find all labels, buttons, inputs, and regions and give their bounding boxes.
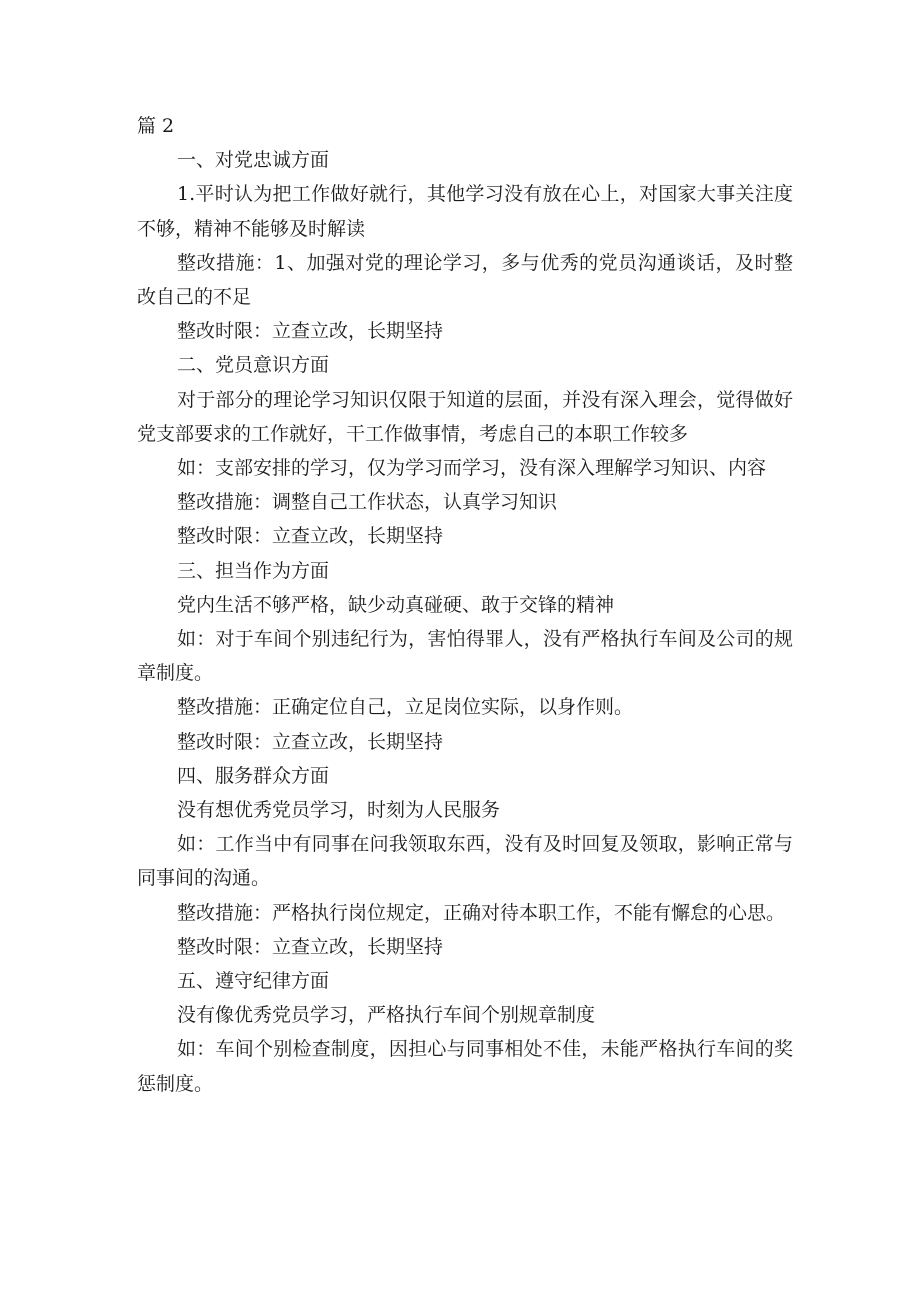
paragraph: 整改时限：立查立改，长期坚持: [177, 320, 444, 343]
section-heading: 一、对党忠诚方面: [177, 149, 330, 172]
paragraph: 如：支部安排的学习，仅为学习而学习，没有深入理解学习知识、内容: [177, 457, 767, 480]
document-body: [137, 109, 793, 1101]
paragraph: 整改措施：1、加强对党的理论学习，多与优秀的党员沟通谈话，及时整改自己的不足: [137, 251, 793, 309]
section-heading: 三、担当作为方面: [177, 559, 330, 582]
paragraph: 整改时限：立查立改，长期坚持: [177, 730, 444, 753]
paragraph: 整改时限：立查立改，长期坚持: [177, 935, 444, 958]
paragraph: 整改措施：严格执行岗位规定，正确对待本职工作，不能有懈怠的心思。: [177, 901, 786, 924]
paragraph: 如：对于车间个别违纪行为，害怕得罪人，没有严格执行车间及公司的规章制度。: [137, 628, 793, 685]
paragraph: 党内生活不够严格，缺少动真碰硬、敢于交锋的精神: [177, 593, 615, 616]
section-heading: 五、遵守纪律方面: [177, 970, 330, 993]
paragraph: 1.平时认为把工作做好就行，其他学习没有放在心上，对国家大事关注度不够，精神不能够及时解读: [137, 183, 793, 240]
section-heading: 四、服务群众方面: [177, 764, 330, 787]
paragraph: 如：工作当中有同事在问我领取东西，没有及时回复及领取，影响正常与同事间的沟通。: [137, 833, 793, 890]
paragraph: 没有像优秀党员学习，严格执行车间个别规章制度: [177, 1004, 596, 1027]
section-heading: 二、党员意识方面: [177, 354, 330, 377]
document-title: 篇 2: [137, 115, 175, 137]
paragraph: 整改时限：立查立改，长期坚持: [177, 525, 444, 548]
paragraph: 整改措施：调整自己工作状态，认真学习知识: [177, 491, 558, 514]
paragraph: 整改措施：正确定位自己，立足岗位实际，以身作则。: [177, 696, 634, 719]
paragraph: 没有想优秀党员学习，时刻为人民服务: [177, 799, 501, 822]
paragraph: 如：车间个别检查制度，因担心与同事相处不佳，未能严格执行车间的奖惩制度。: [137, 1038, 793, 1095]
paragraph: 对于部分的理论学习知识仅限于知道的层面，并没有深入理会，觉得做好党支部要求的工作就好，干工作做事情，考虑自己的本职工作较多: [137, 388, 793, 445]
